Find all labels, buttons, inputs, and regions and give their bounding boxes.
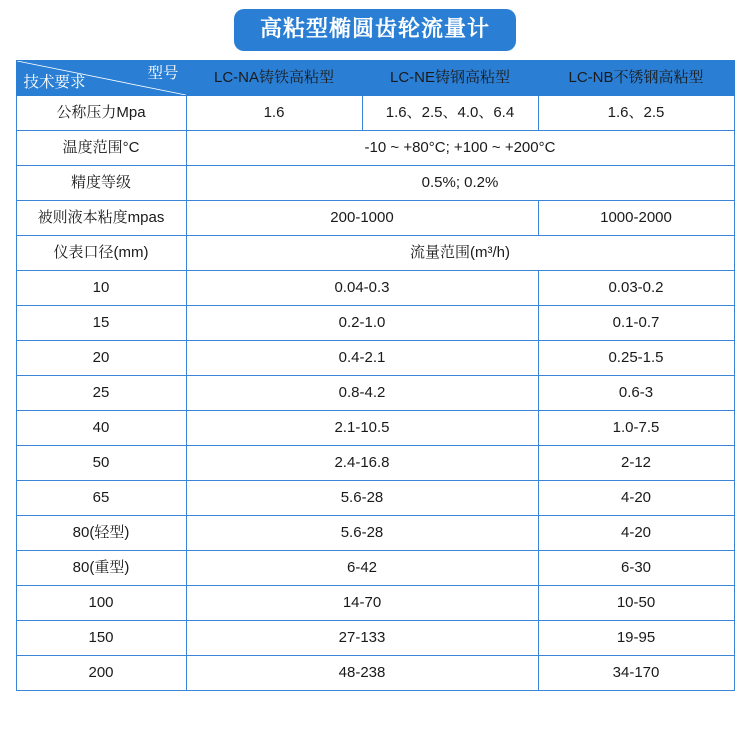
- cell-pressure-nb: 1.6、2.5: [538, 96, 734, 131]
- cell-dn: 200: [16, 656, 186, 691]
- table-row: [16, 586, 734, 621]
- flow-range-text: 流量范围(m³/h): [410, 244, 510, 262]
- cell-flow-b: 6-30: [538, 551, 734, 586]
- cell-flow-a: 6-42: [186, 551, 538, 586]
- cell-flow-b: 0.25-1.5: [538, 341, 734, 376]
- cell-flow-a: 5.6-28: [186, 481, 538, 516]
- cell-dn: 25: [16, 376, 186, 411]
- table-row: [16, 516, 734, 551]
- cell-viscosity-high: 1000-2000: [538, 201, 734, 236]
- table-row: [16, 271, 734, 306]
- cell-dn: 80(重型): [16, 551, 186, 586]
- table-row: [16, 656, 734, 691]
- cell-flow-range-header: [186, 236, 734, 271]
- cell-flow-a: 27-133: [186, 621, 538, 656]
- cell-dn: 15: [16, 306, 186, 341]
- cell-pressure-ne: 1.6、2.5、4.0、6.4: [362, 96, 538, 131]
- cell-flow-b: 4-20: [538, 481, 734, 516]
- table-row: [16, 411, 734, 446]
- cell-dn: 50: [16, 446, 186, 481]
- table-row: [16, 481, 734, 516]
- cell-flow-a: 14-70: [186, 586, 538, 621]
- cell-flow-a: 5.6-28: [186, 516, 538, 551]
- table-row: [16, 236, 734, 271]
- cell-flow-a: 2.1-10.5: [186, 411, 538, 446]
- cell-dn: 80(轻型): [16, 516, 186, 551]
- row-label-temperature: 温度范围°C: [16, 131, 186, 166]
- cell-dn: 40: [16, 411, 186, 446]
- cell-dn: 10: [16, 271, 186, 306]
- cell-flow-a: 0.8-4.2: [186, 376, 538, 411]
- header-model-nb: LC-NB不锈钢高粘型: [538, 61, 734, 96]
- cell-viscosity-low: 200-1000: [186, 201, 538, 236]
- cell-flow-b: 10-50: [538, 586, 734, 621]
- cell-dn: 100: [16, 586, 186, 621]
- table-row: [16, 446, 734, 481]
- cell-flow-b: 4-20: [538, 516, 734, 551]
- table-row: [16, 96, 734, 131]
- table-row: [16, 306, 734, 341]
- cell-dn: 20: [16, 341, 186, 376]
- cell-flow-a: 0.2-1.0: [186, 306, 538, 341]
- cell-accuracy-grade: 0.5%; 0.2%: [186, 166, 734, 201]
- cell-flow-a: 0.4-2.1: [186, 341, 538, 376]
- cell-pressure-na: 1.6: [186, 96, 362, 131]
- row-label-accuracy: 精度等级: [16, 166, 186, 201]
- cell-flow-a: 48-238: [186, 656, 538, 691]
- table-row: [16, 621, 734, 656]
- table-row: [16, 166, 734, 201]
- cell-flow-b: 34-170: [538, 656, 734, 691]
- cell-flow-b: 19-95: [538, 621, 734, 656]
- header-model-ne: LC-NE铸钢高粘型: [362, 61, 538, 96]
- cell-dn: 65: [16, 481, 186, 516]
- cell-flow-b: 0.6-3: [538, 376, 734, 411]
- row-label-pressure: 公称压力Mpa: [16, 96, 186, 131]
- cell-flow-b: 1.0-7.5: [538, 411, 734, 446]
- header-corner-cell: [16, 61, 186, 96]
- cell-dn: 150: [16, 621, 186, 656]
- title-banner: [0, 0, 750, 60]
- cell-flow-b: 2-12: [538, 446, 734, 481]
- cell-flow-b: 0.1-0.7: [538, 306, 734, 341]
- table-row: [16, 131, 734, 166]
- header-requirement-label: 技术要求: [23, 74, 86, 92]
- cell-flow-a: 2.4-16.8: [186, 446, 538, 481]
- cell-flow-a: 0.04-0.3: [186, 271, 538, 306]
- table-row: [16, 551, 734, 586]
- header-model-label: 型号: [147, 65, 179, 83]
- row-label-viscosity: 被则液本粘度mpas: [16, 201, 186, 236]
- cell-flow-b: 0.03-0.2: [538, 271, 734, 306]
- row-label-nominal-diameter: 仪表口径(mm): [16, 236, 186, 271]
- table-header-row: [16, 61, 734, 96]
- cell-temperature-range: -10 ~ +80°C; +100 ~ +200°C: [186, 131, 734, 166]
- specification-table: [16, 60, 735, 691]
- header-model-na: LC-NA铸铁高粘型: [186, 61, 362, 96]
- table-row: [16, 376, 734, 411]
- table-row: [16, 341, 734, 376]
- page-title: 高粘型椭圆齿轮流量计: [234, 9, 516, 51]
- table-row: [16, 201, 734, 236]
